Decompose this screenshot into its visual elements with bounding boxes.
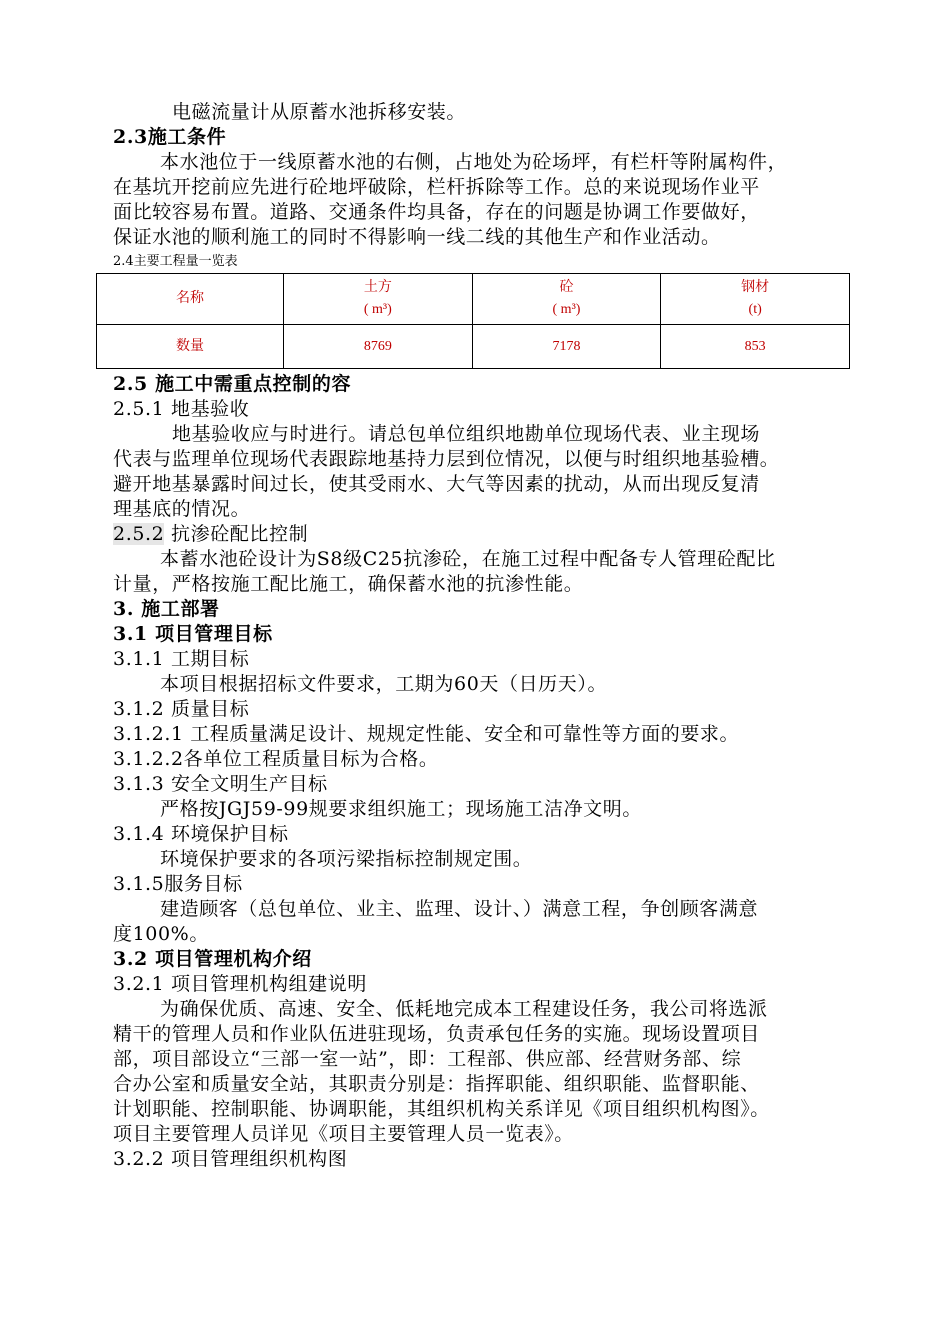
subsection-heading (113, 522, 308, 547)
section-heading-3: 3. 施工部署 (113, 598, 220, 620)
header-label: 砼 (559, 280, 574, 295)
header-label: 钢材 (741, 280, 770, 295)
paragraph-line: 代表与监理单位现场代表跟踪地基持力层到位情况，以便与时组织地基验槽。 (113, 448, 780, 470)
paragraph-line: 3.1.2.1 工程质量满足设计、规规定性能、安全和可靠性等方面的要求。 (113, 723, 740, 745)
paragraph-line: 严格按JGJ59-99规要求组织施工；现场施工洁净文明。 (160, 798, 642, 820)
paragraph-line: 3.1.2.2各单位工程质量目标为合格。 (113, 748, 439, 770)
section-heading-2-3: 2.3施工条件 (113, 126, 227, 148)
table-cell: 7178 (472, 325, 661, 369)
subsection-title: 抗渗砼配比控制 (164, 523, 309, 545)
header-name-label: 名称 (176, 291, 204, 306)
subsection-heading: 3.1.4 环境保护目标 (113, 823, 289, 845)
paragraph-line: 建造顾客（总包单位、业主、监理、设计、）满意工程，争创顾客满意 (160, 898, 759, 920)
section-heading-3-1: 3.1 项目管理目标 (113, 623, 273, 645)
header-label: 土方 (363, 280, 392, 295)
subsection-heading: 3.1.3 安全文明生产目标 (113, 773, 328, 795)
table-cell: 8769 (284, 325, 473, 369)
paragraph-line: 保证水池的顺利施工的同时不得影响一线二线的其他生产和作业活动。 (113, 226, 721, 248)
paragraph-line: 计量，严格按施工配比施工，确保蓄水池的抗渗性能。 (113, 573, 584, 595)
paragraph-line: 项目主要管理人员详见《项目主要管理人员一览表》。 (113, 1123, 574, 1145)
table-header-cell (472, 274, 661, 325)
subsection-heading: 3.2.2 项目管理组织机构图 (113, 1148, 348, 1170)
paragraph-line: 为确保优质、高速、安全、低耗地完成本工程建设任务，我公司将选派 (160, 998, 768, 1020)
table-caption: 2.4主要工程量一览表 (113, 254, 238, 269)
subsection-heading: 3.1.1 工期目标 (113, 648, 250, 670)
header-unit: ( m³) (552, 302, 581, 317)
subsection-heading: 2.5.1 地基验收 (113, 398, 250, 420)
table-cell: 数量 (97, 325, 284, 369)
section-heading-2-5: 2.5 施工中需重点控制的容 (113, 373, 352, 395)
table-cell: 853 (661, 325, 850, 369)
paragraph-line: 本水池位于一线原蓄水池的右侧，占地处为砼场坪，有栏杆等附属构件， (160, 151, 788, 173)
paragraph-line: 在基坑开挖前应先进行砼地坪破除，栏杆拆除等工作。总的来说现场作业平 (113, 176, 760, 198)
paragraph-line: 地基验收应与时进行。请总包单位组织地勘单位现场代表、业主现场 (172, 423, 761, 445)
subsection-heading: 3.1.2 质量目标 (113, 698, 250, 720)
paragraph-line: 面比较容易布置。道路、交通条件均具备，存在的问题是协调工作要做好， (113, 201, 760, 223)
highlighted-number: 2.5.2 (113, 523, 165, 545)
table-header-cell (661, 274, 850, 325)
table-header-row (97, 274, 850, 325)
table-row (97, 325, 850, 369)
paragraph-line: 本项目根据招标文件要求，工期为60天（日历天）。 (160, 673, 608, 695)
paragraph-line: 部，项目部设立“三部一室一站”，即：工程部、供应部、经营财务部、综 (113, 1048, 742, 1070)
paragraph-line: 计划职能、控制职能、协调职能，其组织机构关系详见《项目组织机构图》。 (113, 1098, 770, 1120)
paragraph-line: 度100%。 (113, 923, 209, 945)
paragraph-line: 精干的管理人员和作业队伍进驻现场，负责承包任务的实施。现场设置项目 (113, 1023, 760, 1045)
header-unit: ( m³) (363, 302, 392, 317)
header-unit: (t) (748, 302, 762, 317)
paragraph-line: 合办公室和质量安全站，其职责分别是：指挥职能、组织职能、监督职能、 (113, 1073, 760, 1095)
subsection-heading: 3.2.1 项目管理机构组建说明 (113, 973, 367, 995)
table-header-cell (284, 274, 473, 325)
paragraph-line: 本蓄水池砼设计为S8级C25抗渗砼，在施工过程中配备专人管理砼配比 (160, 548, 776, 570)
section-heading-3-2: 3.2 项目管理机构介绍 (113, 948, 312, 970)
paragraph-line: 避开地基暴露时间过长，使其受雨水、大气等因素的扰动，从而出现反复清 (113, 473, 760, 495)
quantity-table (96, 273, 850, 369)
subsection-heading: 3.1.5服务目标 (113, 873, 243, 895)
paragraph-line: 理基底的情况。 (113, 498, 251, 520)
paragraph-line: 电磁流量计从原蓄水池拆移安装。 (172, 101, 467, 123)
paragraph-line: 环境保护要求的各项污梁指标控制规定围。 (160, 848, 533, 870)
table-header-cell (97, 274, 284, 325)
